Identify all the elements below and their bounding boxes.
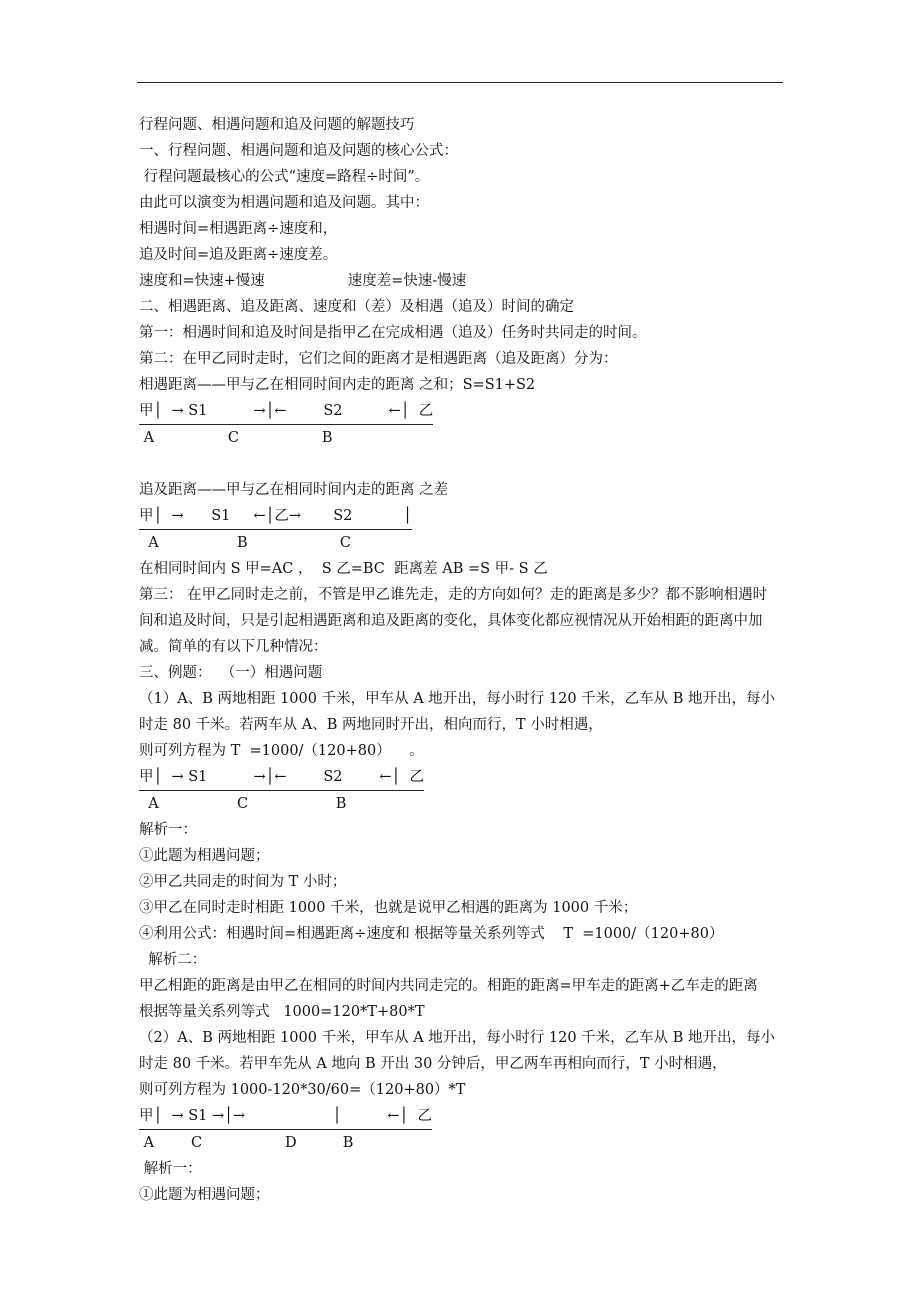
paragraph: 在相同时间内 S 甲=AC ， S 乙=BC 距离差 AB =S 甲- S 乙 (139, 561, 548, 577)
formula-line: 速度和=快速+慢速 速度差=快速-慢速 (139, 273, 467, 289)
analysis-heading: 解析二： (139, 952, 207, 968)
header-rule (137, 82, 783, 83)
analysis-step: ③甲乙在同时走时相距 1000 千米，也就是说甲乙相遇的距离为 1000 千米； (139, 900, 638, 916)
distance-diagram: 甲│ → S1 →│→ │ ←│ 乙 (139, 1103, 432, 1130)
analysis-step: ①此题为相遇问题； (139, 1187, 270, 1203)
paragraph: 甲乙相距的距离是由甲乙在相同的时间内共同走完的。相距的距离=甲车走的距离+乙车走的距离 (139, 978, 758, 994)
equation-line: 则可列方程为 T =1000/（120+80） 。 (139, 743, 424, 759)
analysis-heading: 解析一： (139, 1161, 202, 1177)
paragraph: 第二：在甲乙同时走时，它们之间的距离才是相遇距离（追及距离）分为： (139, 351, 618, 367)
analysis-heading: 解析一： (139, 822, 197, 838)
formula-line: 追及时间=追及距离÷速度差。 (139, 247, 338, 263)
paragraph: 第一：相遇时间和追及时间是指甲乙在完成相遇（追及）任务时共同走的时间。 (139, 325, 647, 341)
paragraph: 相遇距离——甲与乙在相同时间内走的距离 之和；S=S1+S2 (139, 377, 536, 393)
doc-title: 行程问题、相遇问题和追及问题的解题技巧 (139, 117, 415, 133)
section-heading: 三、例题： （一）相遇问题 (139, 665, 323, 681)
paragraph: 追及距离——甲与乙在相同时间内走的距离 之差 (139, 482, 449, 498)
distance-diagram: 甲│ → S1 →│← S2 ←│ 乙 (139, 764, 424, 791)
analysis-step: ②甲乙共同走的时间为 T 小时； (139, 874, 347, 890)
example-problem: （1）A、B 两地相距 1000 千米，甲车从 A 地开出，每小时行 120 千米，乙车从 B 地开出，每小时走 80 千米。若两车从 A、B 两地同时开出，相向而行，T 小时相遇， (139, 691, 776, 733)
diagram-labels: A C B (139, 430, 333, 446)
blank-line (139, 451, 779, 477)
diagram-labels: A C B (139, 796, 347, 812)
section-heading: 二、相遇距离、追及距离、速度和（差）及相遇（追及）时间的确定 (139, 299, 574, 315)
distance-diagram: 甲│ → S1 →│← S2 ←│ 乙 (139, 398, 433, 425)
paragraph: 行程问题最核心的公式“速度=路程÷时间”。 (139, 169, 430, 185)
section-heading: 一、行程问题、相遇问题和追及问题的核心公式： (139, 143, 458, 159)
equation-line: 则可列方程为 1000-120*30/60=（120+80）*T (139, 1082, 466, 1098)
paragraph: 第三： 在甲乙同时走之前，不管是甲乙谁先走，走的方向如何？走的距离是多少？都不影响相遇时间和追及时间，只是引起相遇距离和追及距离的变化，具体变化都应视情况从开始相距的距离中加减。简单的有以下几种情况： (139, 587, 768, 655)
document-body (139, 112, 779, 1208)
distance-diagram: 甲│ → S1 ←│乙→ S2 │ (139, 503, 412, 530)
diagram-labels: A B C (139, 535, 351, 551)
diagram-labels: A C D B (139, 1135, 354, 1151)
paragraph: 由此可以演变为相遇问题和追及问题。其中： (139, 195, 429, 211)
example-problem: （2）A、B 两地相距 1000 千米，甲车从 A 地开出，每小时行 120 千米，乙车从 B 地开出，每小时走 80 千米。若甲车先从 A 地向 B 开出 30 分钟后，甲乙两车再相向而行，T 小时相遇， (139, 1030, 776, 1072)
analysis-step: ④利用公式：相遇时间=相遇距离÷速度和 根据等量关系列等式 T =1000/（120+80） (139, 926, 724, 942)
equation-line: 根据等量关系列等式 1000=120*T+80*T (139, 1004, 425, 1020)
formula-line: 相遇时间=相遇距离÷速度和， (139, 221, 338, 237)
analysis-step: ①此题为相遇问题； (139, 848, 270, 864)
